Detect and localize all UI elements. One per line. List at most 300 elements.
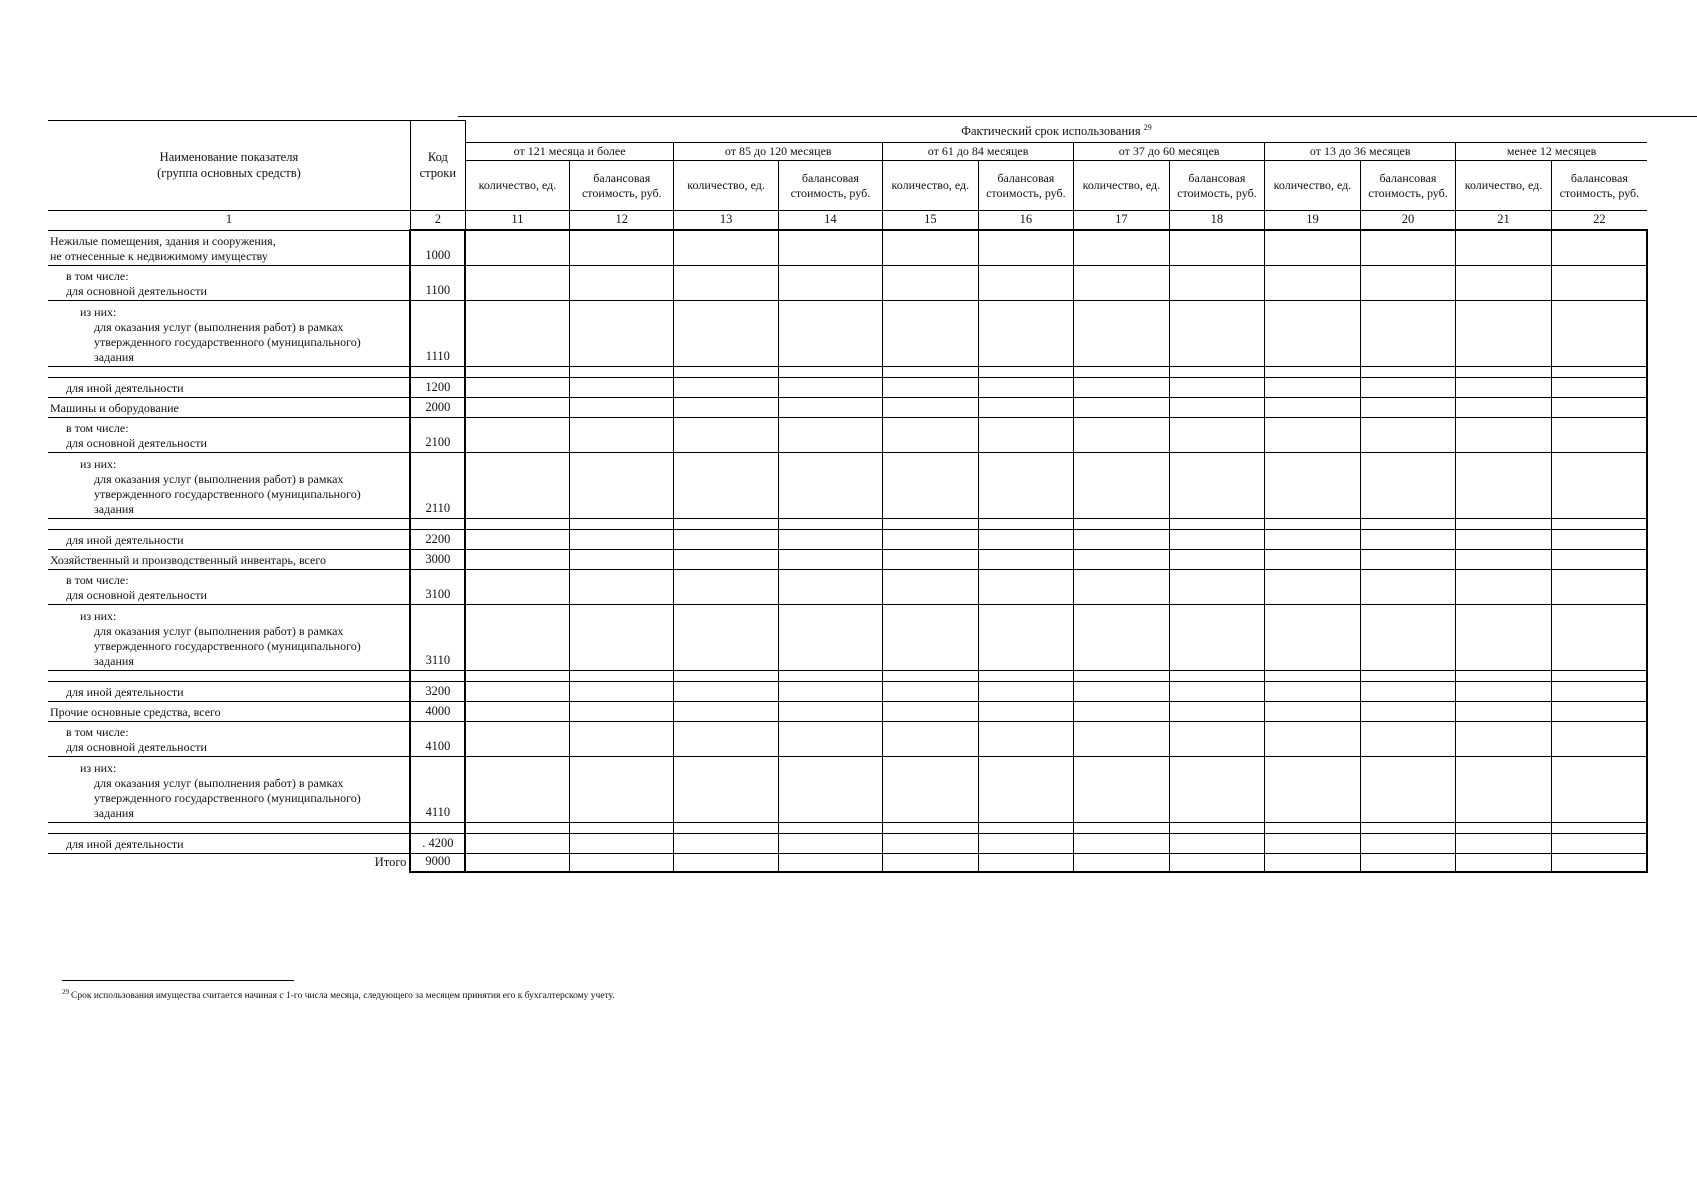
blank-code-cell: [410, 670, 465, 681]
cost-cell: [570, 417, 674, 452]
qty-cell: [1265, 377, 1361, 397]
cost-cell: [570, 377, 674, 397]
qty-cell: [465, 604, 569, 670]
table-row: [48, 721, 1647, 756]
cost-cell: [778, 853, 882, 872]
header-code-col: [410, 121, 465, 211]
column-number: 19: [1265, 211, 1361, 231]
qty-cell: [1456, 397, 1552, 417]
header-name-line: (группа основных средств): [157, 165, 301, 180]
blank-row: [48, 366, 1647, 377]
cost-cell: [778, 452, 882, 518]
cost-cell: [1551, 604, 1647, 670]
cost-cell: [1360, 518, 1456, 529]
qty-cell: [465, 549, 569, 569]
column-number: 16: [978, 211, 1074, 231]
cost-cell: [570, 833, 674, 853]
cost-cell: [1360, 366, 1456, 377]
qty-cell: [674, 670, 778, 681]
cost-cell: [778, 300, 882, 366]
cost-cell: [778, 518, 882, 529]
cost-cell: [778, 230, 882, 265]
qty-cell: [465, 397, 569, 417]
cost-header: балансовая стоимость, руб.: [1360, 161, 1456, 211]
qty-cell: [674, 366, 778, 377]
qty-cell: [674, 822, 778, 833]
table-row: [48, 452, 1647, 518]
cost-cell: [778, 833, 882, 853]
qty-cell: [1074, 756, 1170, 822]
column-number: 22: [1551, 211, 1647, 231]
qty-cell: [465, 721, 569, 756]
indicator-name-line: для иной деятельности: [66, 380, 184, 395]
cost-cell: [570, 604, 674, 670]
indicator-name-line: в том числе:: [66, 724, 129, 739]
column-number: 20: [1360, 211, 1456, 231]
cost-cell: [1551, 833, 1647, 853]
period-header: от 13 до 36 месяцев: [1265, 143, 1456, 161]
cost-cell: [978, 756, 1074, 822]
qty-cell: [1265, 366, 1361, 377]
qty-cell: [1074, 569, 1170, 604]
cost-header: балансовая стоимость, руб.: [978, 161, 1074, 211]
blank-name-cell: [48, 822, 410, 833]
qty-cell: [1265, 417, 1361, 452]
indicator-name: [48, 417, 410, 452]
qty-cell: [674, 452, 778, 518]
table-row: [48, 569, 1647, 604]
cost-cell: [1551, 265, 1647, 300]
cost-cell: [978, 518, 1074, 529]
row-code: 1000: [410, 230, 465, 265]
cost-cell: [1169, 366, 1265, 377]
cost-cell: [978, 549, 1074, 569]
cost-cell: [570, 756, 674, 822]
cost-cell: [978, 452, 1074, 518]
qty-cell: [883, 397, 979, 417]
indicator-name: [48, 377, 410, 397]
blank-name-cell: [48, 366, 410, 377]
qty-cell: [465, 366, 569, 377]
indicator-name-line: для иной деятельности: [66, 532, 184, 547]
qty-cell: [1074, 721, 1170, 756]
row-code: 4100: [410, 721, 465, 756]
qty-cell: [1074, 366, 1170, 377]
qty-cell: [1456, 230, 1552, 265]
header-footnote-ref: 29: [1143, 122, 1152, 132]
indicator-name-line: для оказания услуг (выполнения работ) в рамках: [94, 623, 344, 638]
cost-cell: [1169, 681, 1265, 701]
cost-cell: [1551, 549, 1647, 569]
qty-cell: [1456, 265, 1552, 300]
indicator-name-line: утвержденного государственного (муниципального): [94, 334, 361, 349]
qty-cell: [1265, 569, 1361, 604]
indicator-name: [48, 452, 410, 518]
qty-cell: [465, 853, 569, 872]
indicator-name: [48, 300, 410, 366]
indicator-name: [48, 721, 410, 756]
column-number: 12: [570, 211, 674, 231]
qty-cell: [883, 681, 979, 701]
qty-cell: [465, 681, 569, 701]
qty-cell: [1456, 681, 1552, 701]
column-number: 21: [1456, 211, 1552, 231]
qty-cell: [883, 549, 979, 569]
qty-cell: [1265, 833, 1361, 853]
qty-header: количество, ед.: [883, 161, 979, 211]
cost-cell: [1360, 721, 1456, 756]
indicator-name-line: для оказания услуг (выполнения работ) в рамках: [94, 775, 344, 790]
qty-cell: [1074, 853, 1170, 872]
cost-cell: [1169, 604, 1265, 670]
qty-cell: [1074, 265, 1170, 300]
indicator-name: [48, 549, 410, 569]
blank-code-cell: [410, 518, 465, 529]
qty-cell: [1456, 549, 1552, 569]
indicator-name-line: задания: [94, 653, 134, 668]
cost-cell: [1169, 701, 1265, 721]
qty-cell: [465, 701, 569, 721]
indicator-name: [48, 529, 410, 549]
cost-cell: [1551, 397, 1647, 417]
qty-cell: [883, 452, 979, 518]
qty-cell: [1265, 681, 1361, 701]
blank-code-cell: [410, 366, 465, 377]
indicator-name-line: для оказания услуг (выполнения работ) в рамках: [94, 471, 344, 486]
row-code: 2110: [410, 452, 465, 518]
qty-cell: [1074, 518, 1170, 529]
qty-cell: [1456, 721, 1552, 756]
qty-cell: [674, 397, 778, 417]
cost-cell: [1169, 377, 1265, 397]
cost-cell: [778, 569, 882, 604]
qty-cell: [1074, 670, 1170, 681]
cost-cell: [978, 569, 1074, 604]
qty-cell: [1265, 300, 1361, 366]
cost-cell: [1551, 853, 1647, 872]
qty-header: количество, ед.: [1265, 161, 1361, 211]
qty-cell: [674, 756, 778, 822]
table-row: [48, 701, 1647, 721]
cost-cell: [1169, 569, 1265, 604]
indicator-name-line: для основной деятельности: [66, 435, 207, 450]
qty-cell: [1456, 529, 1552, 549]
row-code: 1110: [410, 300, 465, 366]
qty-cell: [1265, 549, 1361, 569]
footnote-text: Срок использования имущества считается начиная с 1-го числа месяца, следующего за месяцем принятия его к бухгалтерскому учету.: [71, 991, 615, 1002]
footnote: [62, 988, 615, 1001]
indicator-name: [48, 681, 410, 701]
header-code-line: Код: [427, 149, 448, 164]
qty-cell: [1265, 756, 1361, 822]
cost-cell: [978, 397, 1074, 417]
indicator-name: [48, 230, 410, 265]
qty-cell: [883, 569, 979, 604]
qty-cell: [674, 417, 778, 452]
cost-cell: [1360, 701, 1456, 721]
cost-cell: [778, 377, 882, 397]
qty-cell: [883, 300, 979, 366]
row-code: 2100: [410, 417, 465, 452]
qty-cell: [674, 604, 778, 670]
cost-cell: [1360, 417, 1456, 452]
column-number: 17: [1074, 211, 1170, 231]
cost-header: балансовая стоимость, руб.: [778, 161, 882, 211]
cost-cell: [978, 604, 1074, 670]
indicator-name-line: для основной деятельности: [66, 283, 207, 298]
indicator-name: [48, 397, 410, 417]
qty-cell: [883, 230, 979, 265]
qty-cell: [883, 670, 979, 681]
qty-cell: [674, 529, 778, 549]
qty-cell: [1265, 452, 1361, 518]
blank-code-cell: [410, 822, 465, 833]
qty-cell: [883, 417, 979, 452]
column-number: 13: [674, 211, 778, 231]
cost-cell: [1551, 230, 1647, 265]
cost-cell: [1360, 670, 1456, 681]
indicator-name-line: задания: [94, 805, 134, 820]
qty-cell: [1456, 833, 1552, 853]
cost-cell: [1360, 681, 1456, 701]
qty-cell: [674, 377, 778, 397]
qty-cell: [674, 300, 778, 366]
qty-cell: [1074, 417, 1170, 452]
cost-cell: [1360, 833, 1456, 853]
row-code: 2000: [410, 397, 465, 417]
cost-cell: [778, 822, 882, 833]
qty-cell: [883, 721, 979, 756]
table-row: [48, 265, 1647, 300]
qty-cell: [1265, 604, 1361, 670]
indicator-name-line: для иной деятельности: [66, 836, 184, 851]
indicator-name-line: для основной деятельности: [66, 739, 207, 754]
qty-cell: [465, 452, 569, 518]
indicator-name-line: Машины и оборудование: [50, 400, 179, 415]
qty-cell: [1265, 701, 1361, 721]
qty-cell: [465, 377, 569, 397]
cost-cell: [570, 681, 674, 701]
table-row: [48, 377, 1647, 397]
row-code: 3100: [410, 569, 465, 604]
row-code: 4110: [410, 756, 465, 822]
cost-cell: [1360, 549, 1456, 569]
qty-cell: [1074, 397, 1170, 417]
row-code: 4000: [410, 701, 465, 721]
indicator-name-line: из них:: [80, 304, 117, 319]
cost-cell: [1360, 756, 1456, 822]
table-row: [48, 417, 1647, 452]
cost-cell: [1551, 300, 1647, 366]
blank-row: [48, 670, 1647, 681]
indicator-name-line: задания: [94, 349, 134, 364]
column-number: 14: [778, 211, 882, 231]
qty-cell: [1265, 230, 1361, 265]
cost-cell: [1169, 822, 1265, 833]
qty-cell: [883, 265, 979, 300]
column-number-row: [48, 211, 1647, 231]
column-number: 18: [1169, 211, 1265, 231]
indicator-name: [48, 833, 410, 853]
cost-cell: [978, 853, 1074, 872]
header-name-line: Наименование показателя: [159, 149, 299, 164]
cost-cell: [1551, 366, 1647, 377]
cost-cell: [1360, 604, 1456, 670]
qty-header: количество, ед.: [1456, 161, 1552, 211]
total-row: [48, 853, 1647, 872]
cost-cell: [1551, 670, 1647, 681]
qty-cell: [1074, 549, 1170, 569]
qty-cell: [1265, 518, 1361, 529]
cost-cell: [1169, 397, 1265, 417]
qty-cell: [674, 230, 778, 265]
cost-cell: [1551, 529, 1647, 549]
cost-cell: [978, 721, 1074, 756]
cost-cell: [978, 701, 1074, 721]
qty-cell: [1456, 604, 1552, 670]
qty-cell: [1265, 853, 1361, 872]
indicator-name-line: из них:: [80, 456, 117, 471]
blank-row: [48, 822, 1647, 833]
cost-cell: [570, 452, 674, 518]
cost-cell: [1169, 300, 1265, 366]
cost-cell: [570, 518, 674, 529]
cost-header: балансовая стоимость, руб.: [1551, 161, 1647, 211]
qty-cell: [674, 853, 778, 872]
cost-header: балансовая стоимость, руб.: [1169, 161, 1265, 211]
cost-cell: [570, 853, 674, 872]
qty-cell: [1074, 452, 1170, 518]
qty-cell: [1456, 853, 1552, 872]
cost-cell: [1169, 230, 1265, 265]
cost-cell: [1360, 822, 1456, 833]
table-row: [48, 397, 1647, 417]
cost-cell: [778, 701, 882, 721]
qty-cell: [1074, 377, 1170, 397]
indicator-name-line: в том числе:: [66, 420, 129, 435]
cost-cell: [570, 265, 674, 300]
cost-cell: [1169, 417, 1265, 452]
indicator-name: [48, 756, 410, 822]
cost-cell: [1551, 756, 1647, 822]
cost-cell: [1360, 529, 1456, 549]
qty-cell: [674, 265, 778, 300]
form-container: [48, 120, 1648, 873]
qty-cell: [1074, 300, 1170, 366]
period-header: от 85 до 120 месяцев: [674, 143, 883, 161]
column-number: 11: [465, 211, 569, 231]
qty-cell: [674, 721, 778, 756]
cost-cell: [778, 366, 882, 377]
cost-cell: [1551, 452, 1647, 518]
cost-cell: [778, 417, 882, 452]
footnote-mark: 29: [62, 988, 69, 996]
qty-cell: [883, 377, 979, 397]
qty-cell: [1456, 569, 1552, 604]
qty-cell: [1265, 721, 1361, 756]
cost-cell: [978, 417, 1074, 452]
qty-cell: [1456, 377, 1552, 397]
indicator-name-line: для иной деятельности: [66, 684, 184, 699]
qty-cell: [1265, 265, 1361, 300]
qty-cell: [465, 417, 569, 452]
qty-cell: [1074, 529, 1170, 549]
indicator-name-line: в том числе:: [66, 268, 129, 283]
cost-cell: [778, 529, 882, 549]
column-number: 1: [48, 211, 410, 231]
qty-cell: [674, 681, 778, 701]
cost-cell: [570, 822, 674, 833]
qty-cell: [674, 569, 778, 604]
cost-cell: [978, 230, 1074, 265]
cost-cell: [1169, 265, 1265, 300]
qty-cell: [674, 518, 778, 529]
cost-cell: [978, 833, 1074, 853]
cost-cell: [1360, 452, 1456, 518]
qty-cell: [1265, 529, 1361, 549]
indicator-name-line: задания: [94, 501, 134, 516]
cost-cell: [1169, 670, 1265, 681]
footnote-rule: [62, 980, 294, 981]
qty-cell: [465, 300, 569, 366]
cost-cell: [778, 681, 882, 701]
cost-cell: [570, 670, 674, 681]
qty-cell: [1456, 300, 1552, 366]
cost-cell: [978, 529, 1074, 549]
qty-cell: [1456, 518, 1552, 529]
cost-cell: [1551, 569, 1647, 604]
top-rule: [458, 116, 1697, 117]
table-row: [48, 681, 1647, 701]
indicator-name-line: Хозяйственный и производственный инвентарь, всего: [50, 552, 326, 567]
cost-cell: [1169, 452, 1265, 518]
table-row: [48, 300, 1647, 366]
qty-cell: [1265, 670, 1361, 681]
cost-cell: [778, 397, 882, 417]
cost-cell: [1551, 721, 1647, 756]
header-row-top: [48, 121, 1647, 143]
cost-cell: [570, 569, 674, 604]
qty-cell: [883, 518, 979, 529]
qty-cell: [1074, 822, 1170, 833]
qty-cell: [465, 230, 569, 265]
cost-cell: [570, 701, 674, 721]
cost-cell: [570, 529, 674, 549]
cost-cell: [1551, 701, 1647, 721]
qty-cell: [465, 529, 569, 549]
qty-cell: [1456, 756, 1552, 822]
row-code: 2200: [410, 529, 465, 549]
cost-cell: [778, 549, 882, 569]
period-header: от 121 месяца и более: [465, 143, 674, 161]
qty-cell: [674, 833, 778, 853]
table-row: [48, 604, 1647, 670]
qty-cell: [465, 569, 569, 604]
cost-cell: [1169, 518, 1265, 529]
indicator-name-line: для основной деятельности: [66, 587, 207, 602]
table-row: [48, 756, 1647, 822]
qty-cell: [883, 853, 979, 872]
qty-cell: [1456, 701, 1552, 721]
qty-cell: [1456, 452, 1552, 518]
cost-cell: [778, 604, 882, 670]
qty-cell: [465, 265, 569, 300]
qty-cell: [883, 604, 979, 670]
column-number: 2: [410, 211, 465, 231]
qty-cell: [1456, 670, 1552, 681]
indicator-name-line: не отнесенные к недвижимому имуществу: [50, 248, 268, 263]
qty-cell: [883, 833, 979, 853]
